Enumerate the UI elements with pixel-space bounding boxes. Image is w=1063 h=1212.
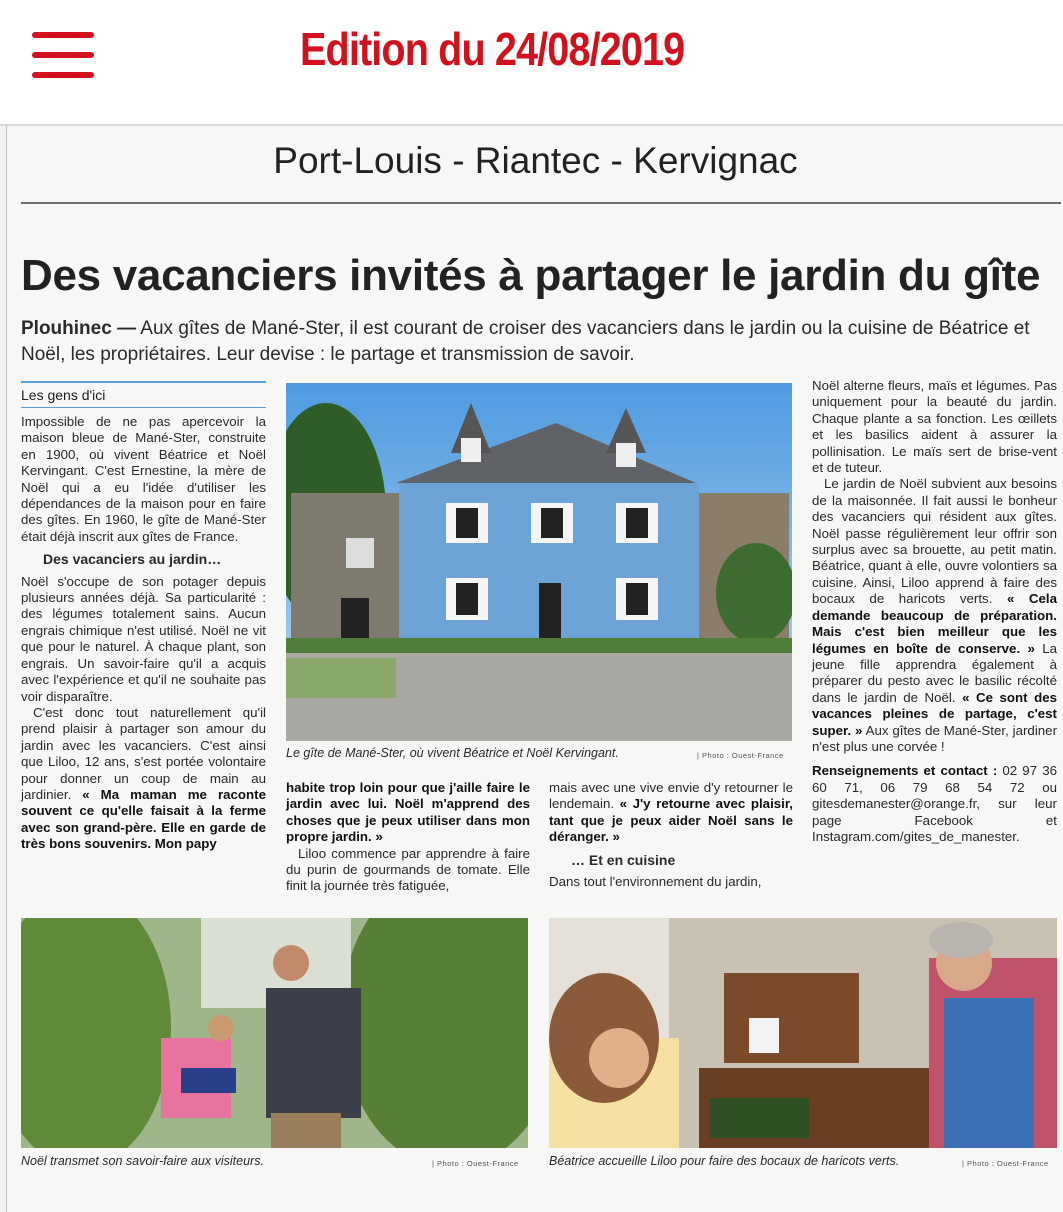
quote: « J'y retourne avec plaisir, tant que je peux aider Noël sans le déranger. »: [549, 796, 793, 845]
paragraph: Liloo commence par apprendre à faire du purin de gourmands de tomate. Elle finit la journée très fatiguée,: [286, 845, 530, 894]
text-column-3: [549, 780, 793, 890]
text: Aux gîtes de Mané-Ster, jardiner n'est plus une corvée !: [812, 722, 1058, 754]
photo-credit: | Photo : Ouest-France: [697, 751, 784, 760]
text-column-2: [286, 780, 530, 895]
quote: « Cela demande beaucoup de préparation. Mais c'est bien meilleur que les légumes en boîte de conserve. »: [812, 591, 1057, 656]
paragraph: [21, 705, 266, 853]
paragraph: [549, 780, 793, 846]
text: Le jardin de Noël subvient aux besoins de la maisonnée. Il fait aussi le bonheur des vacanciers qui résident aux gîtes. Noël passe régulièrement leur offrir son surplus avec sa brouette, au petit matin. Béatrice, quant à elle, ouvre volontiers sa cuisine. Ainsi, Liloo apprend à faire des bocaux de haricots verts.: [812, 476, 1057, 607]
text: mais avec une vive envie d'y retourner le lendemain.: [549, 780, 793, 812]
section-title: Port-Louis - Riantec - Kervignac: [273, 140, 798, 181]
subheading: … Et en cuisine: [571, 851, 676, 868]
subheading: Des vacanciers au jardin…: [43, 551, 222, 568]
house-photo-caption: Le gîte de Mané-Ster, où vivent Béatrice et Noël Kervingant.: [286, 746, 619, 760]
paragraph: Noël alterne fleurs, maïs et légumes. Pas uniquement pour la beauté du jardin. Chaque plante a sa fonction. Les œillets et les basilics aident à assurer la pollinisation. Le maïs sert de brise-vent et de tuteur.: [812, 378, 1057, 476]
photo-credit: | Photo : Ouest-France: [432, 1159, 519, 1168]
lede-text: Aux gîtes de Mané-Ster, il est courant de croiser des vacanciers dans le jardin ou la cuisine de Béatrice et Noël, les propriétaires. Leur devise : le partage et transmission de savoir.: [21, 318, 1030, 365]
house-photo: [286, 383, 792, 741]
kitchen-photo: [549, 918, 1057, 1148]
top-app-bar: [0, 0, 1063, 126]
blue-house-image: [286, 383, 792, 741]
kitchen-image: [549, 918, 1057, 1148]
garden-photo: [21, 918, 528, 1148]
edition-title: Edition du 24/08/2019: [300, 23, 685, 75]
rubric-label: Les gens d'ici: [21, 381, 266, 408]
section-divider: [21, 202, 1061, 204]
greenhouse-image: [21, 918, 528, 1148]
contact-text: 02 97 36 60 71, 06 79 68 54 72 ou gitesdemanester@orange.fr, sur leur page Facebook et Instagram.com/gites_de_manester.: [812, 763, 1057, 844]
paragraph: [812, 476, 1057, 755]
quote: [286, 780, 530, 846]
dateline: Plouhinec —: [21, 318, 137, 339]
quote-text: habite trop loin pour que j'aille faire le jardin avec lui. Noël m'apprend des choses que je peux utiliser dans mon propre jardin. »: [286, 780, 530, 845]
text-column-4: [812, 378, 1057, 845]
contact-label: Renseignements et contact :: [812, 763, 998, 779]
quote: « Ce sont des vacances pleines de partage, c'est super. »: [812, 689, 1057, 738]
paragraph: Impossible de ne pas apercevoir la maison bleue de Mané-Ster, construite en 1900, où vivent Béatrice et Noël Kervingant. C'est Ernestine, la mère de Noël qui a eu l'idée d'utiliser les dépendances de la maison pour en faire des gîtes. En 1960, le gîte de Mané-Ster était déjà inscrit aux gîtes de France.: [21, 414, 266, 544]
text: La jeune fille apprendra également à préparer du pesto avec le basilic récolté dans le jardin de Noël.: [812, 640, 1057, 705]
quote: « Ma maman me raconte souvent ce qu'elle faisait à la ferme avec son grand-père. Elle en garde de très bons souvenirs. Mon papy: [21, 786, 266, 852]
article-headline: Des vacanciers invités à partager le jardin du gîte: [21, 251, 1041, 300]
photo-credit: | Photo : Ouest-France: [962, 1159, 1049, 1168]
kitchen-photo-caption: Béatrice accueille Liloo pour faire des bocaux de haricots verts.: [549, 1154, 900, 1168]
hamburger-menu-icon[interactable]: [32, 32, 94, 78]
paragraph: Dans tout l'environnement du jardin,: [549, 874, 762, 890]
garden-photo-caption: Noël transmet son savoir-faire aux visiteurs.: [21, 1154, 264, 1168]
contact-paragraph: [812, 763, 1057, 845]
paragraph: Noël s'occupe de son potager depuis plusieurs années déjà. Sa particularité : des légumes totalement sains. Aucun engrais chimique n'est utilisé. Noël ne vit que pour le naturel. À chaque plant, son engrais. Un savoir-faire qu'il a acquis avec l'expérience et qu'il ne souhaite pas voir disparaître.: [21, 573, 266, 704]
text-column-1: [21, 414, 266, 853]
text: C'est donc tout naturellement qu'il prend plaisir à partager son amour du jardin avec les vacanciers. C'est ainsi que Liloo, 12 ans, s'est portée volontaire pour donner un coup de main au jardinier.: [21, 704, 266, 802]
newspaper-page[interactable]: [6, 126, 1063, 1212]
article-lede: [21, 316, 1061, 368]
